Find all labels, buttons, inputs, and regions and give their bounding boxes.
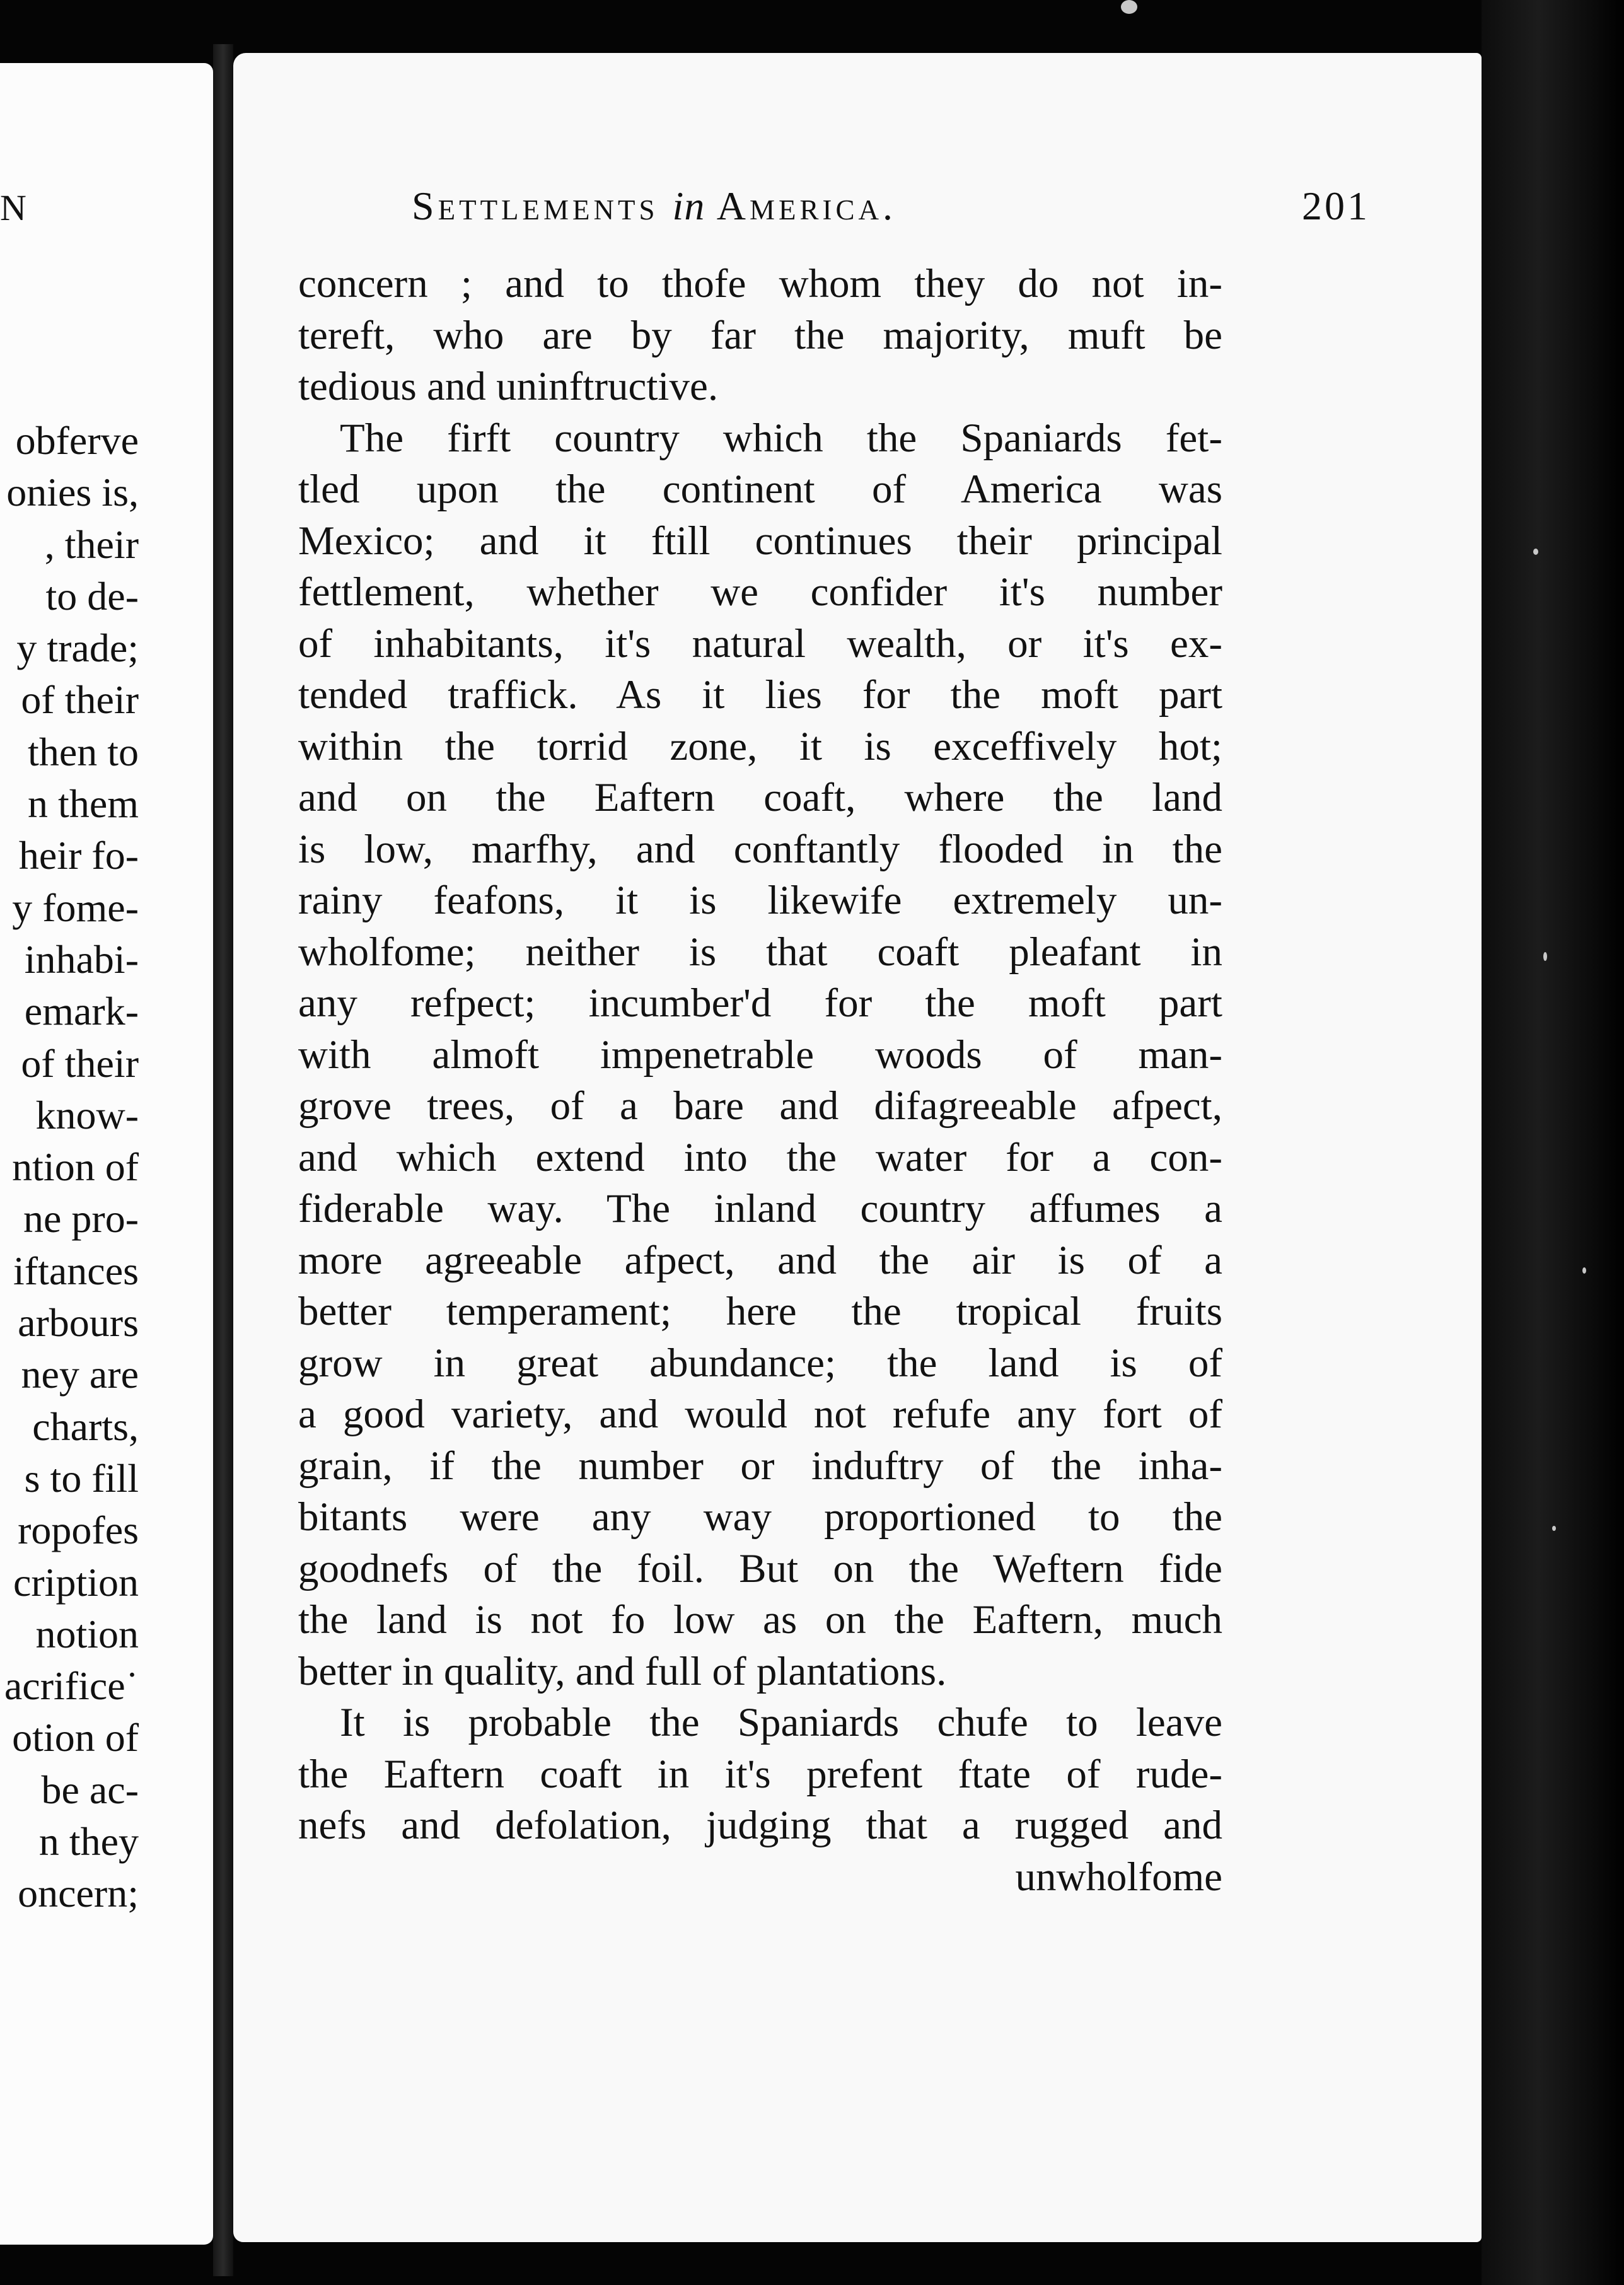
- text-line: a good variety, and would not refufe any fort of: [298, 1392, 1222, 1437]
- left-line: inhabi-: [24, 936, 139, 982]
- text-line: the land is not fo low as on the Eaftern, much: [298, 1597, 1222, 1643]
- right-page-edge-shadow: [1482, 0, 1624, 2285]
- text-line: Mexico; and it ftill continues their principal: [298, 518, 1222, 564]
- left-line: y fome-: [12, 885, 139, 930]
- text-line: and which extend into the water for a con-: [298, 1134, 1222, 1180]
- running-title-italic: in: [672, 183, 705, 228]
- running-title: [412, 183, 896, 230]
- text-line: any refpect; incumber'd for the moft part: [298, 980, 1222, 1026]
- left-line: onies is,: [6, 470, 139, 515]
- text-line: the Eaftern coaft in it's prefent ftate of rude-: [298, 1751, 1222, 1797]
- running-title-part: America.: [705, 183, 897, 228]
- left-line: obferve: [15, 418, 139, 463]
- page-number: 201: [1302, 183, 1370, 228]
- text-line: and on the Eaftern coaft, where the land: [298, 775, 1222, 820]
- scan-speck: [1552, 1526, 1556, 1531]
- left-line: n they: [38, 1819, 139, 1864]
- text-line: goodnefs of the foil. But on the Weftern fide: [298, 1545, 1222, 1591]
- text-line: fiderable way. The inland country affumes a: [298, 1186, 1222, 1231]
- scan-speck: [1121, 0, 1137, 14]
- left-line: ne pro-: [23, 1196, 139, 1241]
- left-page-header-fragment: N: [0, 187, 26, 228]
- text-line: better in quality, and full of plantations.: [298, 1648, 947, 1694]
- left-line: y trade;: [16, 625, 139, 671]
- left-line: acrifice˙: [4, 1663, 139, 1709]
- text-line: more agreeable afpect, and the air is of a: [298, 1237, 1222, 1283]
- left-line: , their: [44, 521, 139, 567]
- catchword: unwholfome: [1015, 1854, 1222, 1900]
- text-line: concern ; and to thofe whom they do not in-: [298, 261, 1222, 306]
- text-line: tedious and uninftructive.: [298, 364, 719, 409]
- text-line: tled upon the continent of America was: [298, 467, 1222, 512]
- left-line: emark-: [24, 989, 139, 1034]
- left-line: then to: [28, 729, 139, 774]
- left-page-text-fragments: [0, 415, 213, 1920]
- right-page: [233, 53, 1482, 2242]
- text-line: wholfome; neither is that coaft pleafant in: [298, 929, 1222, 975]
- text-line: within the torrid zone, it is exceffively hot;: [298, 723, 1222, 769]
- text-line: rainy feafons, it is likewife extremely un-: [298, 878, 1222, 923]
- text-line: fettlement, whether we confider it's number: [298, 569, 1222, 615]
- left-line: heir fo-: [18, 833, 139, 878]
- text-line: tereft, who are by far the majority, muft be: [298, 312, 1222, 358]
- left-line: ney are: [21, 1352, 139, 1397]
- left-line: arbours: [18, 1300, 139, 1346]
- left-line: otion of: [12, 1715, 139, 1760]
- left-line: to de-: [45, 573, 139, 619]
- body-text: [298, 259, 1222, 1903]
- text-line: grove trees, of a bare and difagreeable afpect,: [298, 1083, 1222, 1129]
- text-line: better temperament; here the tropical fruits: [298, 1289, 1222, 1334]
- text-line: of inhabitants, it's natural wealth, or it's ex-: [298, 620, 1222, 666]
- left-line: of their: [21, 1040, 139, 1086]
- left-line: s to fill: [24, 1455, 139, 1501]
- book-gutter: [213, 44, 233, 2276]
- text-line: It is probable the Spaniards chufe to leave: [340, 1700, 1222, 1745]
- left-line: know-: [35, 1092, 139, 1137]
- text-line: tended traffick. As it lies for the moft part: [298, 672, 1222, 718]
- scan-speck: [1582, 1267, 1586, 1274]
- scan-speck: [1533, 549, 1538, 555]
- text-line: bitants were any way proportioned to the: [298, 1494, 1222, 1540]
- left-line: notion: [35, 1611, 139, 1656]
- left-line: of their: [21, 677, 139, 723]
- left-page: [0, 63, 213, 2245]
- left-line: n them: [28, 781, 139, 827]
- running-head: [412, 183, 1446, 246]
- left-line: charts,: [32, 1404, 139, 1449]
- left-line: ropofes: [18, 1508, 139, 1553]
- left-line: iftances: [13, 1248, 139, 1293]
- left-line: ntion of: [12, 1144, 139, 1190]
- left-line: oncern;: [18, 1871, 139, 1916]
- text-line: is low, marfhy, and conftantly flooded in the: [298, 826, 1222, 872]
- text-line: with almoft impenetrable woods of man-: [298, 1032, 1222, 1078]
- text-line: nefs and defolation, judging that a rugged and: [298, 1803, 1222, 1848]
- text-line: grain, if the number or induftry of the inha-: [298, 1443, 1222, 1489]
- left-line: be ac-: [41, 1767, 139, 1812]
- text-line: The firft country which the Spaniards fet-: [340, 415, 1222, 461]
- left-line: cription: [13, 1559, 139, 1605]
- scan-speck: [1543, 952, 1547, 961]
- text-line: grow in great abundance; the land is of: [298, 1340, 1222, 1386]
- running-title-part: Settlements: [412, 183, 673, 228]
